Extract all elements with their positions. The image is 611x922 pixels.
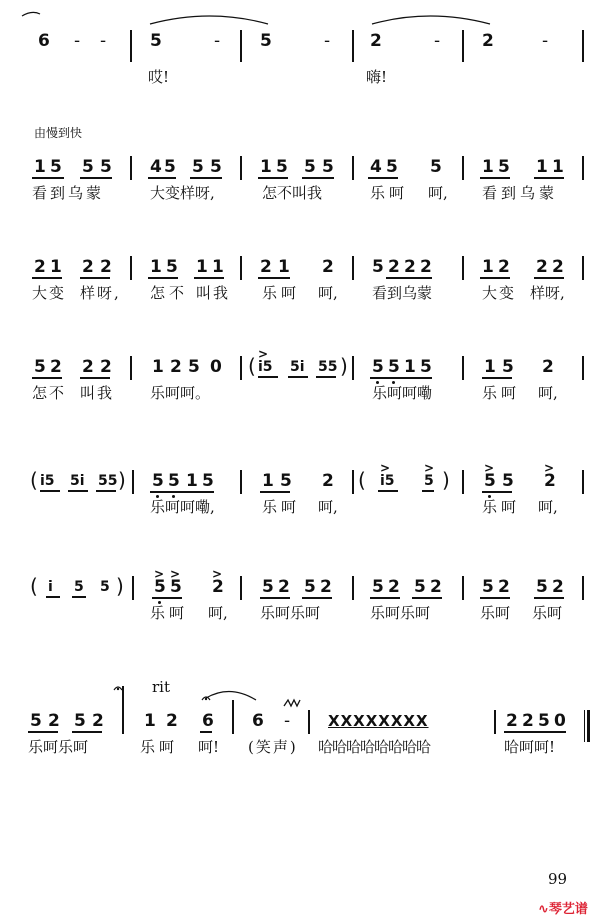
beam-underline <box>482 377 512 379</box>
lyric: 看到乌蒙 <box>482 184 559 202</box>
note: 2 <box>420 257 432 277</box>
lyric: 乐呵 <box>482 384 521 402</box>
note: 5 <box>498 157 510 177</box>
barline <box>240 256 242 280</box>
barline <box>582 356 584 380</box>
note: 1 <box>482 257 494 277</box>
note: 5 <box>150 31 162 51</box>
beam-underline <box>422 490 434 492</box>
note: 1 <box>196 257 208 277</box>
beam-underline <box>368 177 398 179</box>
note: 2 <box>498 577 510 597</box>
system-6 <box>0 567 611 696</box>
beam-underline <box>482 491 512 493</box>
parenthesis: ) <box>442 468 450 492</box>
barline <box>130 256 132 280</box>
beam-underline <box>32 377 62 379</box>
note: 2 <box>552 257 564 277</box>
beam-underline <box>534 177 564 179</box>
note: 5 <box>260 31 272 51</box>
note: 5 <box>34 357 46 377</box>
accent-mark: > <box>154 567 165 581</box>
lyric: 嗨! <box>366 68 388 86</box>
barline <box>240 156 242 180</box>
rit-mark: rit <box>152 678 170 696</box>
beam-underline <box>288 376 308 378</box>
beam-underline <box>370 377 432 379</box>
lyric: (笑声) <box>248 738 298 756</box>
beam-underline <box>534 277 564 279</box>
note: 4 <box>370 157 382 177</box>
note: 5 <box>50 157 62 177</box>
note: 1 <box>536 157 548 177</box>
lyric: 样呀, <box>530 284 565 302</box>
accent-mark: > <box>424 461 435 475</box>
parenthesis: ( <box>30 574 38 598</box>
logo-icon: ∿ <box>538 902 549 917</box>
beam-underline <box>194 277 224 279</box>
accent-mark: > <box>544 461 555 475</box>
note: 2 <box>166 711 178 731</box>
dash: - <box>100 31 107 51</box>
note: 2 <box>482 31 494 51</box>
note: 2 <box>388 577 400 597</box>
note: 2 <box>552 577 564 597</box>
note: 5 <box>262 577 274 597</box>
note: 5 <box>430 157 442 177</box>
beam-underline <box>72 596 86 598</box>
note: 5 <box>538 711 550 731</box>
note: 1 <box>552 157 564 177</box>
note: 5i <box>70 473 85 489</box>
beam-underline <box>40 490 60 492</box>
lyric: 乐呵 <box>370 184 409 202</box>
dash: - <box>284 711 291 731</box>
note: 2 <box>100 257 112 277</box>
fermata-and-slur <box>0 684 611 724</box>
dash: - <box>324 31 331 51</box>
note: 2 <box>542 357 554 377</box>
note: 5 <box>502 471 514 491</box>
barline <box>582 256 584 280</box>
note: 5 <box>164 157 176 177</box>
accent-mark: > <box>170 567 181 581</box>
beam-underline <box>504 731 566 733</box>
note: 5 <box>30 711 42 731</box>
parenthesis: ( <box>358 468 366 492</box>
system-4 <box>0 347 611 476</box>
note: 5 <box>372 257 384 277</box>
beam-underline <box>32 277 62 279</box>
lyric: 哈哈哈哈哈哈哈哈 <box>318 738 431 756</box>
beam-underline <box>28 731 58 733</box>
note: 5 <box>74 711 86 731</box>
note: 5 <box>170 577 182 597</box>
parenthesis: ( <box>30 468 38 492</box>
beam-underline <box>80 177 112 179</box>
note: 5 <box>100 157 112 177</box>
note: 2 <box>430 577 442 597</box>
note: 5 <box>280 471 292 491</box>
dash: - <box>542 31 549 51</box>
note: 5 <box>386 157 398 177</box>
note: 2 <box>506 711 518 731</box>
lyric: 样呀, <box>80 284 121 302</box>
note: 2 <box>212 577 224 597</box>
note: 5 <box>424 473 434 489</box>
lyric: 叫我 <box>80 384 115 402</box>
note: 2 <box>536 257 548 277</box>
barline <box>462 156 464 180</box>
watermark-logo <box>538 898 588 917</box>
note: 5 <box>372 357 384 377</box>
page-number: 99 <box>548 870 568 888</box>
beam-underline <box>258 177 288 179</box>
lyric: 怎不叫我 <box>262 184 323 202</box>
note: 5 <box>154 577 166 597</box>
note: 1 <box>144 711 156 731</box>
barline <box>462 256 464 280</box>
note: 5 <box>152 471 164 491</box>
lyric: 怎不 <box>150 284 189 302</box>
beam-underline <box>412 597 442 599</box>
lyric: 乐呵乐呵 <box>28 738 89 756</box>
barline <box>240 356 242 380</box>
note: 5 <box>202 471 214 491</box>
lyric: 大变样呀, <box>150 184 215 202</box>
lyric: 哈呵呵! <box>504 738 556 756</box>
lyric: 乐呵 <box>262 284 301 302</box>
lyric: 乐呵乐呵 <box>370 604 431 622</box>
note: 55 <box>318 359 338 375</box>
beam-underline <box>148 177 176 179</box>
note: 1 <box>152 357 164 377</box>
barline <box>352 256 354 280</box>
beam-underline <box>386 277 432 279</box>
beam-underline <box>190 177 222 179</box>
beam-underline <box>200 731 212 733</box>
beam-underline <box>480 277 510 279</box>
parenthesis: ) <box>116 574 124 598</box>
system-7 <box>0 710 611 830</box>
beam-underline <box>534 597 564 599</box>
note: 1 <box>260 157 272 177</box>
lyric: 乐呵 <box>532 604 563 622</box>
lyric: 乐呵呵嘞 <box>372 384 433 402</box>
lyric: 乐呵呵。 <box>150 384 211 402</box>
note: 0 <box>554 711 566 731</box>
beam-underline <box>302 597 332 599</box>
barline <box>462 470 464 494</box>
accent-mark: > <box>380 461 391 475</box>
barline <box>582 156 584 180</box>
note: 5 <box>414 577 426 597</box>
note: i5 <box>380 473 395 489</box>
beam-underline <box>260 491 290 493</box>
beam-underline <box>316 376 336 378</box>
note: 1 <box>186 471 198 491</box>
beam-underline <box>46 596 60 598</box>
lyric: 乐呵 <box>262 498 301 516</box>
note: 5 <box>74 579 84 595</box>
tempo-mark: 由慢到快 <box>34 126 83 140</box>
note: 2 <box>82 257 94 277</box>
lyric: 呵, <box>428 184 448 202</box>
lyric: 乐呵 <box>140 738 179 756</box>
note: 5 <box>322 157 334 177</box>
note: 1 <box>212 257 224 277</box>
note: 2 <box>34 257 46 277</box>
note: 1 <box>262 471 274 491</box>
lyric: 怎不 <box>32 384 67 402</box>
lyric: 呵, <box>318 284 338 302</box>
lyric: 大变 <box>482 284 517 302</box>
note: 5 <box>210 157 222 177</box>
lyric: 看到乌蒙 <box>372 284 433 302</box>
accent-mark: > <box>212 567 223 581</box>
lyric: 呵! <box>198 738 220 756</box>
note: 5 <box>168 471 180 491</box>
note: 0 <box>210 357 222 377</box>
note: 5 <box>502 357 514 377</box>
lyric: 乐呵乐呵 <box>260 604 321 622</box>
barline <box>240 470 242 494</box>
lyric: 呵, <box>318 498 338 516</box>
note: 2 <box>92 711 104 731</box>
note: 2 <box>100 357 112 377</box>
note: 5 <box>372 577 384 597</box>
note: 5 <box>482 577 494 597</box>
note: i <box>48 579 53 595</box>
note: 5 <box>304 157 316 177</box>
barline <box>582 576 584 600</box>
note: 1 <box>404 357 416 377</box>
beam-underline <box>96 490 116 492</box>
beam-underline <box>148 277 178 279</box>
note: 55 <box>98 473 118 489</box>
note: 5 <box>536 577 548 597</box>
note: 5i <box>290 359 305 375</box>
note: 2 <box>170 357 182 377</box>
note: 6 <box>202 711 214 731</box>
system-5 <box>0 461 611 590</box>
barline <box>240 576 242 600</box>
barline <box>352 156 354 180</box>
lyric: 乐呵 <box>150 604 189 622</box>
note: 2 <box>260 257 272 277</box>
parenthesis: ) <box>118 468 126 492</box>
lyric: 乐呵呵嘞, <box>150 498 215 516</box>
note: 6 <box>38 31 50 51</box>
note: 2 <box>370 31 382 51</box>
beam-underline <box>378 490 398 492</box>
note: 2 <box>388 257 400 277</box>
beam-underline <box>150 491 214 493</box>
note: 2 <box>50 357 62 377</box>
note: 5 <box>484 471 496 491</box>
beam-underline <box>80 277 110 279</box>
note: 6 <box>252 711 264 731</box>
note: 2 <box>498 257 510 277</box>
dash: - <box>434 31 441 51</box>
note: 5 <box>188 357 200 377</box>
beam-underline <box>260 597 290 599</box>
note: 5 <box>82 157 94 177</box>
note: 5 <box>420 357 432 377</box>
lyric: 乐呵 <box>480 604 511 622</box>
beam-underline <box>370 597 400 599</box>
barline <box>352 470 354 494</box>
note: 2 <box>544 471 556 491</box>
parenthesis: ) <box>340 354 348 378</box>
parenthesis: ( <box>248 354 256 378</box>
dash: - <box>74 31 81 51</box>
watermark-text: 琴艺谱 <box>548 902 588 917</box>
note: 5 <box>304 577 316 597</box>
barline <box>352 576 354 600</box>
lyric: 大变 <box>32 284 67 302</box>
note: 2 <box>320 577 332 597</box>
beam-underline <box>480 177 510 179</box>
barline <box>132 576 134 600</box>
note: 5 <box>166 257 178 277</box>
note: 1 <box>482 157 494 177</box>
note: 5 <box>100 579 110 595</box>
note: 2 <box>404 257 416 277</box>
accent-mark: > <box>258 347 269 361</box>
beam-underline <box>72 731 102 733</box>
beam-underline <box>80 377 110 379</box>
lyric: 呵, <box>208 604 228 622</box>
note: i5 <box>40 473 55 489</box>
note: 1 <box>278 257 290 277</box>
beam-underline <box>258 277 290 279</box>
lyric: 叫我 <box>196 284 231 302</box>
note: 2 <box>322 471 334 491</box>
note: 2 <box>522 711 534 731</box>
barline <box>130 156 132 180</box>
accent-mark: > <box>484 461 495 475</box>
tie-arcs <box>0 10 611 50</box>
note: i5 <box>258 359 273 375</box>
note: 1 <box>50 257 62 277</box>
note: 1 <box>150 257 162 277</box>
lyric: 看到乌蒙 <box>32 184 105 202</box>
lyric: 呵, <box>538 384 558 402</box>
lyric: 呵, <box>538 498 558 516</box>
lyric: 乐呵 <box>482 498 521 516</box>
beam-underline <box>68 490 88 492</box>
barline <box>130 356 132 380</box>
note: 2 <box>48 711 60 731</box>
lyric: 哎! <box>148 68 170 86</box>
note: 2 <box>278 577 290 597</box>
note: 5 <box>276 157 288 177</box>
beam-underline <box>32 177 64 179</box>
note: 2 <box>322 257 334 277</box>
barline <box>462 576 464 600</box>
note: 2 <box>82 357 94 377</box>
dash: - <box>214 31 221 51</box>
beam-underline <box>152 597 182 599</box>
note: 5 <box>192 157 204 177</box>
note: XXXXXXXX <box>328 712 429 730</box>
note: 4 <box>150 157 162 177</box>
beam-underline <box>302 177 334 179</box>
note: 1 <box>34 157 46 177</box>
barline <box>132 470 134 494</box>
barline <box>352 356 354 380</box>
note: 1 <box>484 357 496 377</box>
beam-underline <box>480 597 510 599</box>
note: 5 <box>388 357 400 377</box>
barline <box>462 356 464 380</box>
system-1 <box>0 30 611 150</box>
barline <box>582 470 584 494</box>
beam-underline <box>258 376 278 378</box>
